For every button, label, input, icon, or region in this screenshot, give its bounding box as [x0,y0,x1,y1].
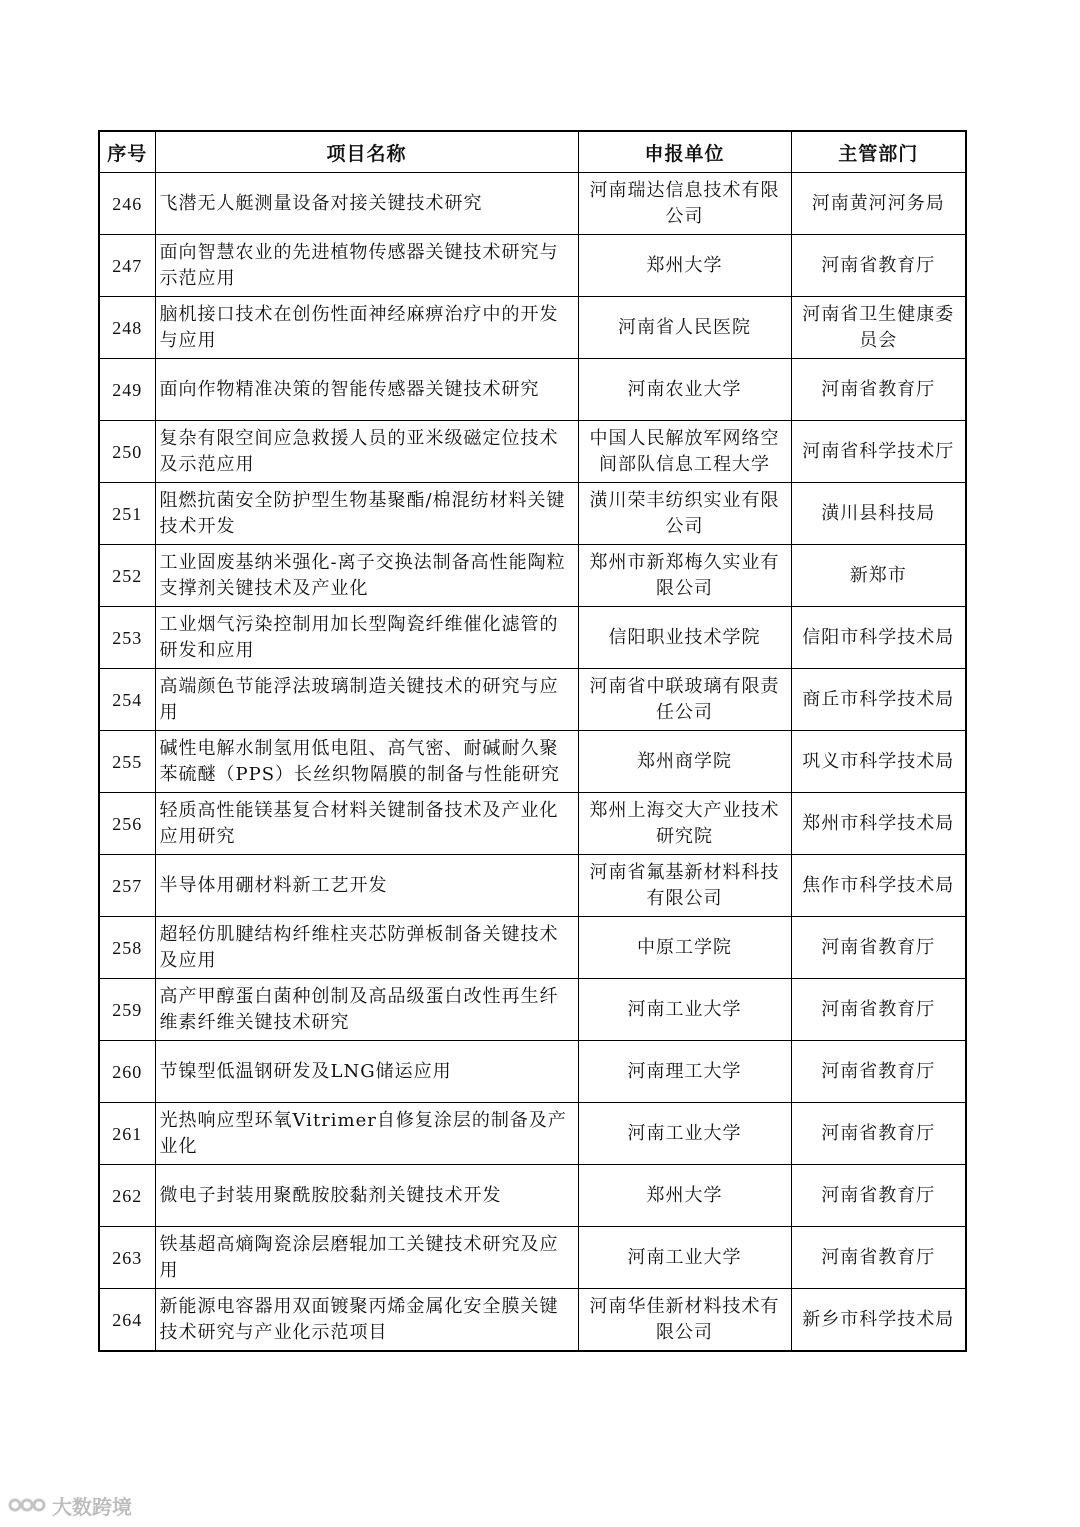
table-row [99,297,966,359]
table-row [99,483,966,545]
applicant-unit: 中国人民解放军网络空间部队信息工程大学 [578,421,791,483]
supervising-dept: 潢川县科技局 [791,483,966,545]
header-supervising-dept: 主管部门 [791,131,966,173]
applicant-unit: 河南工业大学 [578,979,791,1041]
supervising-dept: 河南省教育厅 [791,1041,966,1103]
row-number: 260 [99,1041,155,1103]
project-name: 铁基超高熵陶瓷涂层磨辊加工关键技术研究及应用 [155,1227,578,1289]
applicant-unit: 河南工业大学 [578,1227,791,1289]
row-number: 251 [99,483,155,545]
row-number: 255 [99,731,155,793]
watermark [8,1490,132,1520]
project-name: 新能源电容器用双面镀聚丙烯金属化安全膜关键技术研究与产业化示范项目 [155,1289,578,1352]
row-number: 262 [99,1165,155,1227]
project-name: 脑机接口技术在创伤性面神经麻痹治疗中的开发与应用 [155,297,578,359]
table-header-row [99,131,966,173]
project-name: 光热响应型环氧Vitrimer自修复涂层的制备及产业化 [155,1103,578,1165]
applicant-unit: 河南省中联玻璃有限责任公司 [578,669,791,731]
project-name: 复杂有限空间应急救援人员的亚米级磁定位技术及示范应用 [155,421,578,483]
project-name: 碱性电解水制氢用低电阻、高气密、耐碱耐久聚苯硫醚（PPS）长丝织物隔膜的制备与性能研究 [155,731,578,793]
project-name: 高产甲醇蛋白菌种创制及高品级蛋白改性再生纤维素纤维关键技术研究 [155,979,578,1041]
table-row [99,235,966,297]
table-row [99,855,966,917]
table-row [99,545,966,607]
supervising-dept: 河南省教育厅 [791,1103,966,1165]
applicant-unit: 郑州市新郑梅久实业有限公司 [578,545,791,607]
applicant-unit: 河南华佳新材料技术有限公司 [578,1289,791,1352]
supervising-dept: 信阳市科学技术局 [791,607,966,669]
supervising-dept: 新乡市科学技术局 [791,1289,966,1352]
table-row [99,607,966,669]
header-number: 序号 [99,131,155,173]
row-number: 254 [99,669,155,731]
project-name: 高端颜色节能浮法玻璃制造关键技术的研究与应用 [155,669,578,731]
row-number: 259 [99,979,155,1041]
table-row [99,669,966,731]
row-number: 264 [99,1289,155,1352]
supervising-dept: 河南省卫生健康委员会 [791,297,966,359]
table-row [99,421,966,483]
supervising-dept: 新郑市 [791,545,966,607]
applicant-unit: 河南农业大学 [578,359,791,421]
supervising-dept: 河南省教育厅 [791,917,966,979]
supervising-dept: 河南黄河河务局 [791,173,966,235]
row-number: 258 [99,917,155,979]
applicant-unit: 郑州商学院 [578,731,791,793]
supervising-dept: 郑州市科学技术局 [791,793,966,855]
row-number: 248 [99,297,155,359]
row-number: 250 [99,421,155,483]
supervising-dept: 河南省教育厅 [791,1227,966,1289]
project-name: 飞潜无人艇测量设备对接关键技术研究 [155,173,578,235]
project-name: 阻燃抗菌安全防护型生物基聚酯/棉混纺材料关键技术开发 [155,483,578,545]
supervising-dept: 河南省教育厅 [791,979,966,1041]
header-applicant-unit: 申报单位 [578,131,791,173]
supervising-dept: 河南省教育厅 [791,235,966,297]
watermark-text: 大数跨境 [52,1494,132,1519]
row-number: 263 [99,1227,155,1289]
row-number: 252 [99,545,155,607]
table-row [99,1165,966,1227]
project-name: 节镍型低温钢研发及LNG储运应用 [155,1041,578,1103]
applicant-unit: 郑州上海交大产业技术研究院 [578,793,791,855]
project-table [98,130,967,1352]
applicant-unit: 河南理工大学 [578,1041,791,1103]
applicant-unit: 河南瑞达信息技术有限公司 [578,173,791,235]
row-number: 247 [99,235,155,297]
table-row [99,793,966,855]
supervising-dept: 河南省教育厅 [791,359,966,421]
applicant-unit: 潢川荣丰纺织实业有限公司 [578,483,791,545]
row-number: 249 [99,359,155,421]
table-row [99,731,966,793]
row-number: 257 [99,855,155,917]
table-row [99,1289,966,1352]
supervising-dept: 巩义市科学技术局 [791,731,966,793]
applicant-unit: 河南省人民医院 [578,297,791,359]
table-row [99,359,966,421]
project-name: 工业固废基纳米强化-离子交换法制备高性能陶粒支撑剂关键技术及产业化 [155,545,578,607]
row-number: 246 [99,173,155,235]
supervising-dept: 河南省教育厅 [791,1165,966,1227]
table-row [99,917,966,979]
table-row [99,1103,966,1165]
applicant-unit: 中原工学院 [578,917,791,979]
supervising-dept: 河南省科学技术厅 [791,421,966,483]
supervising-dept: 商丘市科学技术局 [791,669,966,731]
project-name: 轻质高性能镁基复合材料关键制备技术及产业化应用研究 [155,793,578,855]
project-name: 超轻仿肌腱结构纤维柱夹芯防弹板制备关键技术及应用 [155,917,578,979]
applicant-unit: 郑州大学 [578,235,791,297]
row-number: 261 [99,1103,155,1165]
table-row [99,1041,966,1103]
row-number: 256 [99,793,155,855]
row-number: 253 [99,607,155,669]
supervising-dept: 焦作市科学技术局 [791,855,966,917]
header-project-name: 项目名称 [155,131,578,173]
table-body [99,173,966,1352]
project-name: 半导体用硼材料新工艺开发 [155,855,578,917]
project-name: 面向作物精准决策的智能传感器关键技术研究 [155,359,578,421]
watermark-logo-icon [8,1493,48,1517]
table-row [99,173,966,235]
applicant-unit: 信阳职业技术学院 [578,607,791,669]
applicant-unit: 郑州大学 [578,1165,791,1227]
table-row [99,979,966,1041]
project-name: 面向智慧农业的先进植物传感器关键技术研究与示范应用 [155,235,578,297]
project-name: 工业烟气污染控制用加长型陶瓷纤维催化滤管的研发和应用 [155,607,578,669]
applicant-unit: 河南工业大学 [578,1103,791,1165]
project-name: 微电子封装用聚酰胺胶黏剂关键技术开发 [155,1165,578,1227]
table-row [99,1227,966,1289]
applicant-unit: 河南省氟基新材料科技有限公司 [578,855,791,917]
